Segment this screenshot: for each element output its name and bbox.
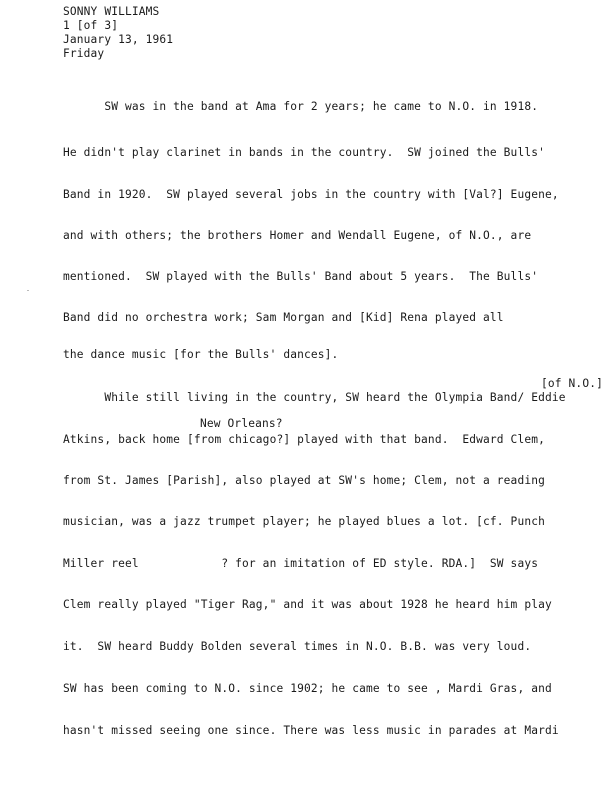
header-date: January 13, 1961 [63, 33, 174, 46]
body-line-9: Atkins, back home [from chicago?] played with that band. Edward Clem, [63, 433, 545, 446]
body-line-5: mentioned. SW played with the Bulls' Band about 5 years. The Bulls' [63, 270, 539, 283]
insertion-of-new-orleans: [of N.O.] [541, 377, 603, 390]
header-day: Friday [63, 47, 105, 60]
body-line-13: Clem really played "Tiger Rag," and it was about 1928 he heard him play [63, 598, 552, 611]
body-line-14: it. SW heard Buddy Bolden several times in N.O. B.B. was very loud. [63, 640, 532, 653]
body-line-2: He didn't play clarinet in bands in the country. SW joined the Bulls' [63, 146, 545, 159]
body-line-6: Band did no orchestra work; Sam Morgan and [Kid] Rena played all [63, 311, 504, 324]
body-line-4: and with others; the brothers Homer and Wendall Eugene, of N.O., are [63, 229, 532, 242]
body-line-3: Band in 1920. SW played several jobs in the country with [Val?] Eugene, [63, 188, 559, 201]
body-line-16: hasn't missed seeing one since. There was less music in parades at Mardi [63, 724, 559, 737]
body-line-11: musician, was a jazz trumpet player; he played blues a lot. [cf. Punch [63, 515, 545, 528]
body-line-12: Miller reel ? for an imitation of ED style. RDA.] SW says [63, 557, 539, 570]
header-page-number: 1 [of 3] [63, 19, 119, 32]
body-line-8: While still living in the country, SW heard the Olympia Band/ Eddie [63, 391, 566, 404]
margin-speck [27, 290, 29, 291]
body-line-1: SW was in the band at Ama for 2 years; he came to N.O. in 1918. [63, 100, 539, 113]
body-line-7: the dance music [for the Bulls' dances]. [63, 348, 339, 361]
body-line-15: SW has been coming to N.O. since 1902; he came to see , Mardi Gras, and [63, 682, 552, 695]
header-name: SONNY WILLIAMS [63, 5, 160, 18]
body-line-10: from St. James [Parish], also played at SW's home; Clem, not a reading [63, 474, 545, 487]
insertion-new-orleans: New Orleans? [200, 417, 283, 430]
